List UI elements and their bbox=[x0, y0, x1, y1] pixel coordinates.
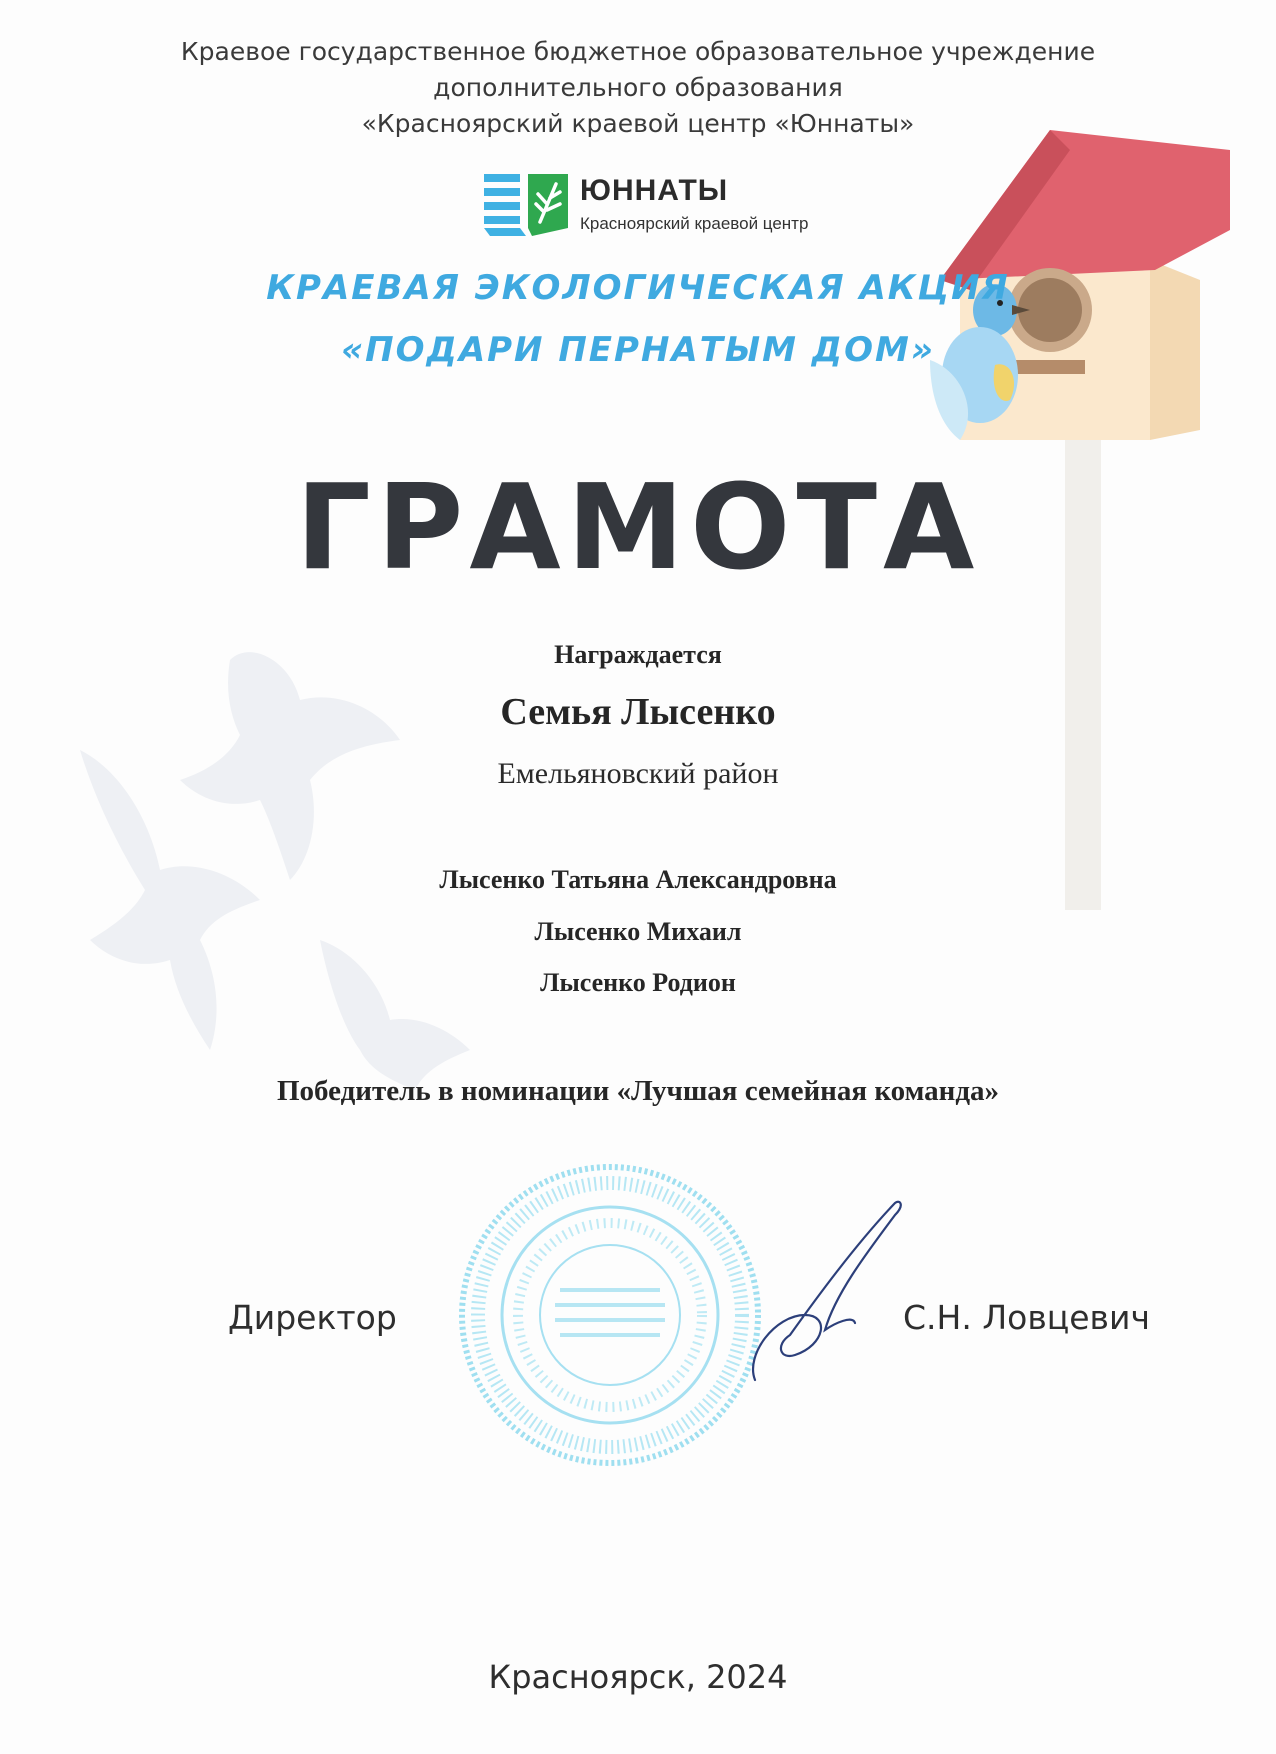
district: Емельяновский район bbox=[497, 757, 779, 790]
member-3: Лысенко Родион bbox=[540, 968, 736, 997]
event-line-1: КРАЕВАЯ ЭКОЛОГИЧЕСКАЯ АКЦИЯ bbox=[266, 268, 1010, 308]
logo-name: ЮННАТЫ bbox=[580, 174, 729, 207]
awarded-label: Награждается bbox=[554, 640, 722, 669]
certificate-title: ГРАМОТА bbox=[295, 458, 981, 596]
institution-line-2: дополнительного образования bbox=[433, 73, 843, 102]
signature-position: Директор bbox=[228, 1298, 397, 1337]
member-2: Лысенко Михаил bbox=[534, 917, 742, 946]
handwritten-signature bbox=[735, 1195, 915, 1385]
logo bbox=[480, 170, 840, 240]
logo-subtitle: Красноярский краевой центр bbox=[580, 214, 809, 233]
member-1: Лысенко Татьяна Александровна bbox=[439, 865, 837, 894]
place-year: Красноярск, 2024 bbox=[488, 1658, 788, 1696]
event-line-2: «ПОДАРИ ПЕРНАТЫМ ДОМ» bbox=[341, 330, 935, 370]
signature-name: С.Н. Ловцевич bbox=[903, 1298, 1150, 1337]
seal-stamp bbox=[455, 1160, 765, 1470]
recipient-name: Семья Лысенко bbox=[500, 691, 776, 733]
open-book-leaf-icon bbox=[480, 170, 572, 240]
nomination: Победитель в номинации «Лучшая семейная команда» bbox=[276, 1075, 1000, 1107]
institution-line-1: Краевое государственное бюджетное образовательное учреждение bbox=[180, 37, 1096, 66]
institution-line-3: «Красноярский краевой центр «Юннаты» bbox=[361, 109, 915, 138]
